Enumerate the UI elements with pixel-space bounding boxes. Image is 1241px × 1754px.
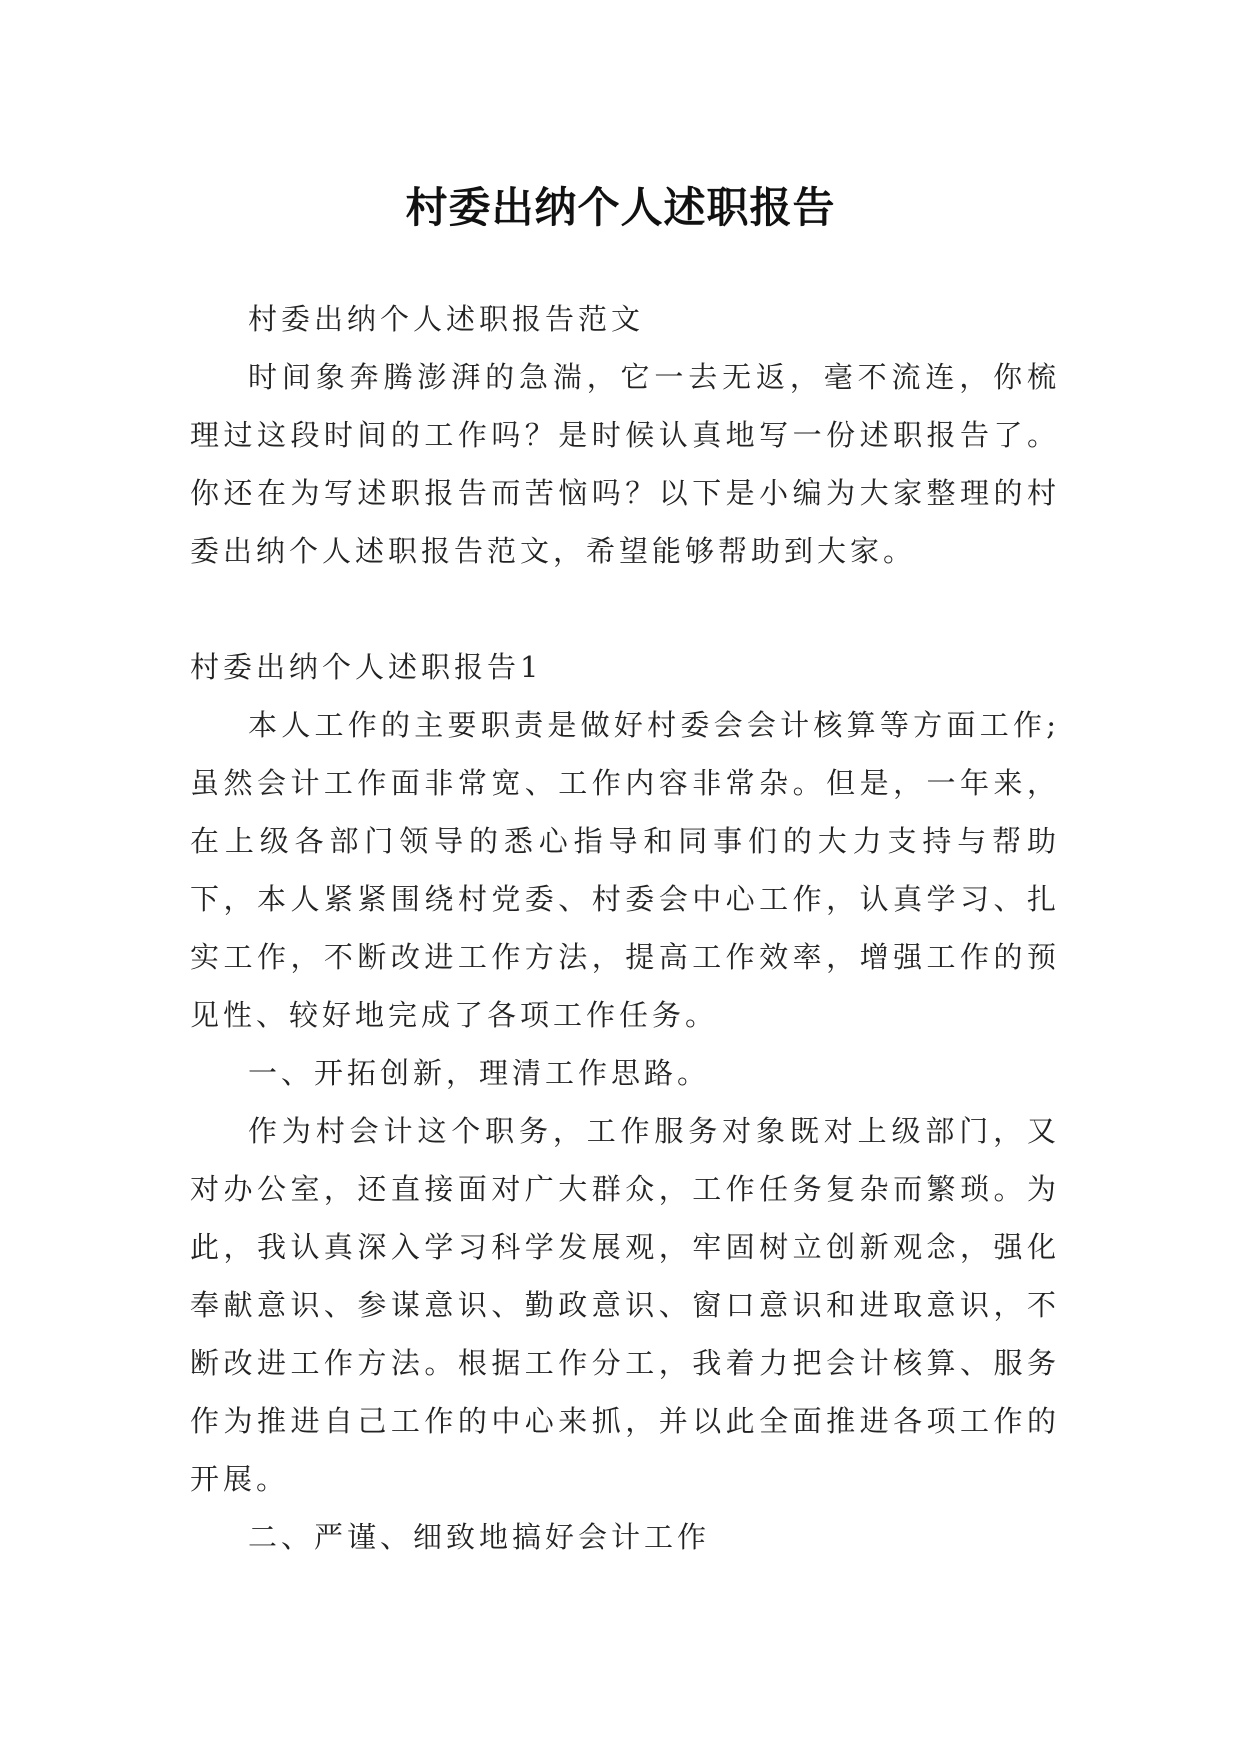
- section-heading: 村委出纳个人述职报告1: [190, 650, 543, 684]
- body-paragraph: 作为村会计这个职务，工作服务对象既对上级部门，又对办公室，还直接面对广大群众，工作任务复杂而繁琐。为此，我认真深入学习科学发展观，牢固树立创新观念，强化奉献意识、参谋意识、勤政意识、窗口意识和进取意识，不断改进工作方法。根据工作分工，我着力把会计核算、服务作为推进自己工作的中心来抓，并以此全面推进各项工作的开展。: [190, 1114, 1060, 1496]
- paragraph-gap: [190, 580, 1060, 638]
- intro-paragraph: 时间象奔腾澎湃的急湍，它一去无返，毫不流连，你梳理过这段时间的工作吗？是时候认真地写一份述职报告了。你还在为写述职报告而苦恼吗？以下是小编为大家整理的村委出纳个人述职报告范文，希望能够帮助到大家。: [190, 360, 1060, 568]
- point-heading: 二、严谨、细致地搞好会计工作: [248, 1520, 711, 1554]
- subtitle-paragraph: 村委出纳个人述职报告范文: [248, 302, 645, 336]
- point-heading: 一、开拓创新，理清工作思路。: [248, 1056, 711, 1090]
- body-paragraph: 本人工作的主要职责是做好村委会会计核算等方面工作;虽然会计工作面非常宽、工作内容非常杂。但是，一年来，在上级各部门领导的悉心指导和同事们的大力支持与帮助下，本人紧紧围绕村党委、村委会中心工作，认真学习、扎实工作，不断改进工作方法，提高工作效率，增强工作的预见性、较好地完成了各项工作任务。: [190, 708, 1060, 1032]
- document-title: 村委出纳个人述职报告: [405, 183, 836, 233]
- document-body: [190, 290, 1060, 1566]
